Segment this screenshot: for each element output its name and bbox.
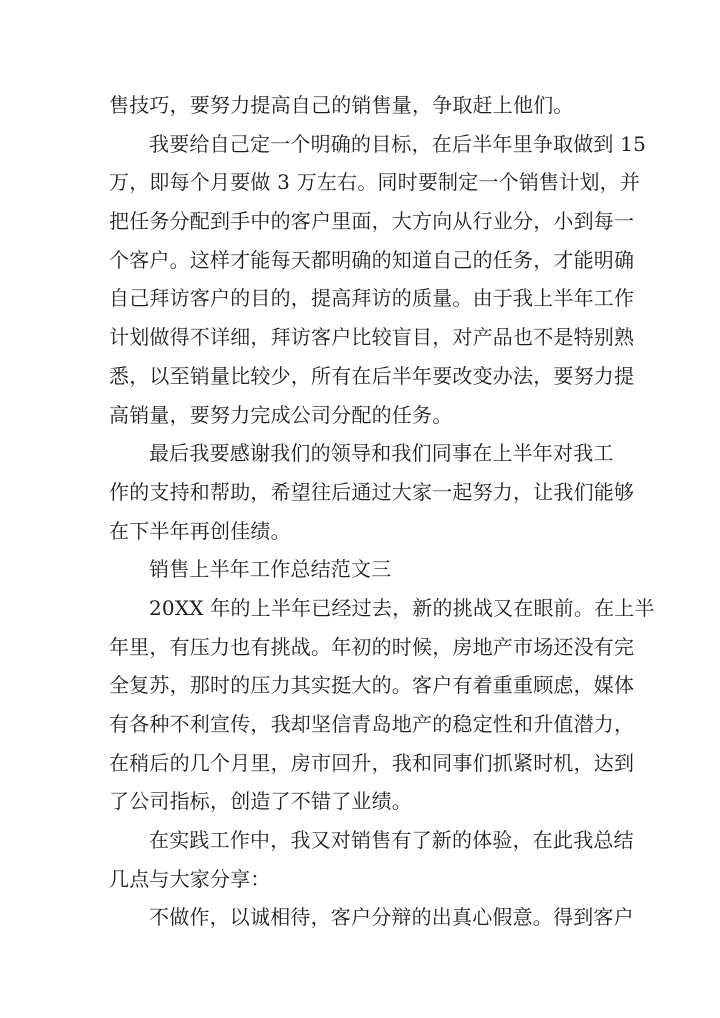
text-line: 销售上半年工作总结范文三 [149, 557, 392, 582]
text-line: 自己拜访客户的目的，提高拜访的质量。由于我上半年工作 [109, 286, 635, 311]
text-line: 悉，以至销量比较少，所有在后半年要改变办法，要努力提 [109, 363, 635, 388]
text-line: 我要给自己定一个明确的目标，在后半年里争取做到 15 [149, 131, 647, 156]
text-line: 个客户。这样才能每天都明确的知道自己的任务，才能明确 [109, 247, 635, 272]
text-line: 在下半年再创佳绩。 [109, 518, 291, 543]
text-line: 了公司指标，创造了不错了业绩。 [109, 789, 412, 814]
text-line: 在实践工作中，我又对销售有了新的体验，在此我总结 [149, 828, 634, 853]
text-line: 最后我要感谢我们的领导和我们同事在上半年对我工 [149, 441, 614, 466]
text-line: 作的支持和帮助，希望往后通过大家一起努力，让我们能够 [109, 479, 635, 504]
text-line: 有各种不利宣传，我却坚信青岛地产的稳定性和升值潜力， [109, 712, 635, 736]
text-line: 把任务分配到手中的客户里面，大方向从行业分，小到每一 [109, 209, 635, 234]
text-line: 高销量，要努力完成公司分配的任务。 [109, 402, 453, 427]
text-line: 售技巧，要努力提高自己的销售量，争取赶上他们。 [109, 93, 574, 117]
text-line: 年里，有压力也有挑战。年初的时候，房地产市场还没有完 [109, 634, 635, 659]
text-line: 万，即每个月要做 3 万左右。同时要制定一个销售计划，并 [109, 170, 641, 195]
document-body [109, 86, 655, 937]
text-line: 几点与大家分享： [109, 866, 271, 891]
text-line: 20XX 年的上半年已经过去，新的挑战又在眼前。在上半 [149, 595, 655, 620]
text-line: 在稍后的几个月里，房市回升，我和同事们抓紧时机，达到 [109, 750, 635, 775]
text-line: 不做作，以诚相待，客户分辩的出真心假意。得到客户 [149, 905, 634, 930]
text-line: 计划做得不详细，拜访客户比较盲目，对产品也不是特别熟 [109, 325, 635, 350]
text-line: 全复苏，那时的压力其实挺大的。客户有着重重顾虑，媒体 [109, 673, 635, 698]
